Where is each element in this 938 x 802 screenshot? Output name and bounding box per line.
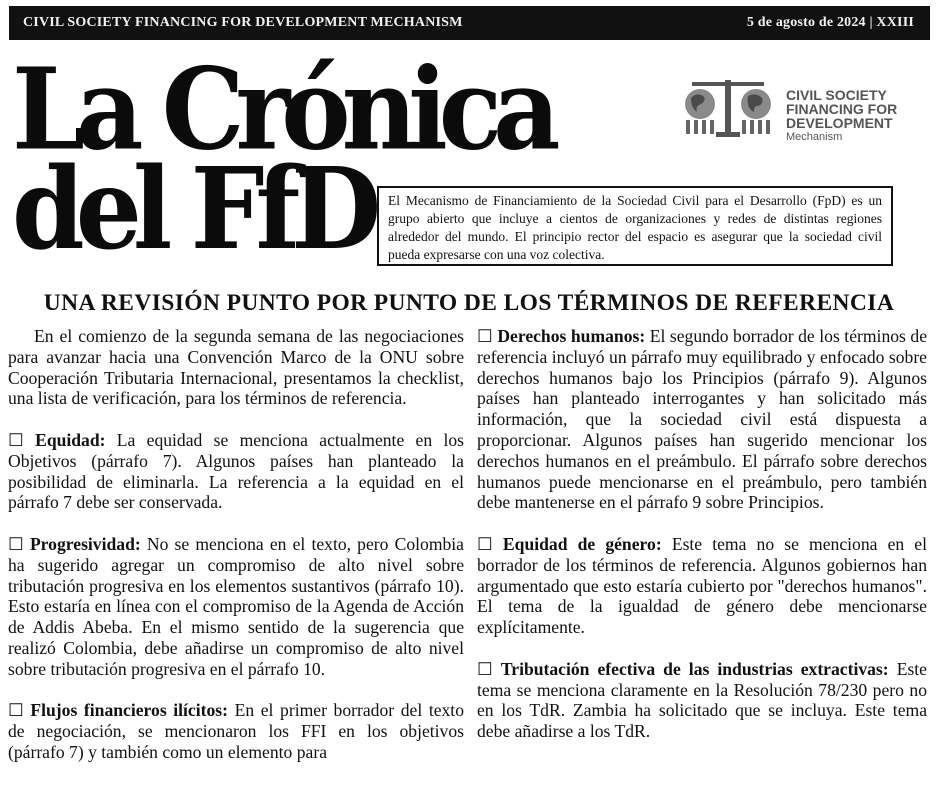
checkbox-icon: ☐ (8, 429, 24, 450)
logo-line-1: CIVIL SOCIETY (786, 87, 887, 103)
organization-logo (678, 74, 918, 144)
item-term: Derechos humanos: (497, 326, 646, 346)
checkbox-icon: ☐ (477, 658, 493, 679)
item-text: Este tema no se menciona en el borrador de los términos de referencia. Algunos gobiernos han argumentado que esto estaría cubierto por "derechos humanos". El tema de la igualdad de género debe mencionarse explícitamente. (477, 533, 928, 638)
checklist-item (477, 326, 927, 513)
checklist-item (477, 534, 927, 638)
checklist-item (8, 534, 464, 680)
checklist-item (8, 430, 464, 513)
intro-paragraph: En el comienzo de la segunda semana de las negociaciones para avanzar hacia una Convención Marco de la ONU sobre Cooperación Tributaria Internacional, presentamos la checklist, una lista de verificación, para los términos de referencia. (8, 326, 464, 409)
item-text: El segundo borrador de los términos de referencia incluyó un párrafo muy equilibrado y enfocado sobre derechos humanos bajo los Principios (párrafo 9). Algunos países han planteado interrogantes y han solicitado más información, que la sociedad civil está dispuesta a proporcionar. Algunos países han sugerido mencionar los derechos humanos en el preámbulo. El párrafo sobre derechos humanos puede mencionarse en el preámbulo, pero también debe mantenerse en el párrafo 9 sobre Principios. (477, 326, 928, 513)
issue-date: 5 de agosto de 2024 | XXIII (746, 15, 914, 30)
about-box: El Mecanismo de Financiamiento de la Sociedad Civil para el Desarrollo (FpD) es un grupo abierto que incluye a cientos de organizaciones y redes de distintas regiones alrededor del mundo. El principio rector del espacio es asegurar que la sociedad civil pueda expresarse con una voz colectiva. (377, 186, 893, 266)
checkbox-icon: ☐ (477, 533, 493, 554)
item-text: Este tema se menciona claramente en la Resolución 78/230 pero no en los TdR. Zambia ha solicitado que se incluya. Este tema debe añadirse a los TdR. (477, 658, 927, 742)
top-banner (9, 6, 930, 40)
item-text: No se menciona en el texto, pero Colombia ha sugerido agregar un compromiso de alto nivel sobre tributación progresiva en los elementos sustantivos (párrafo 10). Esto estaría en línea con el compromiso de la Agenda de Acción de Addis Abeba. En el mismo sentido de la sugerencia que realizó Colombia, debe añadirse un compromiso de alto nivel sobre tributación progresiva en el párrafo 10. (8, 533, 464, 679)
scale-globes-icon (678, 74, 778, 144)
logo-line-3: DEVELOPMENT (786, 115, 893, 131)
logo-line-2: FINANCING FOR (786, 101, 898, 117)
checkbox-icon: ☐ (8, 533, 24, 554)
left-column (8, 326, 464, 784)
masthead-line-2: del FfD (12, 142, 373, 275)
publisher-name: CIVIL SOCIETY FINANCING FOR DEVELOPMENT MECHANISM (23, 15, 463, 30)
logo-wordmark (786, 88, 897, 144)
item-text: En el primer borrador del texto de negociación, se mencionaron los FFI en los objetivos (párrafo 7) y también como un elemento para (8, 700, 464, 762)
item-term: Equidad de género: (502, 533, 662, 554)
item-text: La equidad se menciona actualmente en los Objetivos (párrafo 7). Algunos países han planteado la posibilidad de eliminarla. La referencia a la equidad en el párrafo 7 debe ser conservada. (8, 429, 464, 513)
item-term: Progresividad: (29, 533, 141, 554)
item-term: Tributación efectiva de las industrias extractivas: (500, 658, 889, 679)
item-term: Equidad: (35, 429, 106, 450)
checklist-item (477, 659, 927, 742)
checkbox-icon: ☐ (8, 700, 24, 721)
checkbox-icon: ☐ (477, 326, 493, 346)
masthead-line-1: La Crónica (12, 42, 552, 176)
article-headline: UNA REVISIÓN PUNTO POR PUNTO DE LOS TÉRMINOS DE REFERENCIA (43, 290, 895, 316)
item-term: Flujos financieros ilícitos: (30, 700, 228, 721)
right-column (477, 326, 927, 763)
logo-line-4: Mechanism (786, 131, 843, 143)
checklist-item (8, 700, 464, 762)
